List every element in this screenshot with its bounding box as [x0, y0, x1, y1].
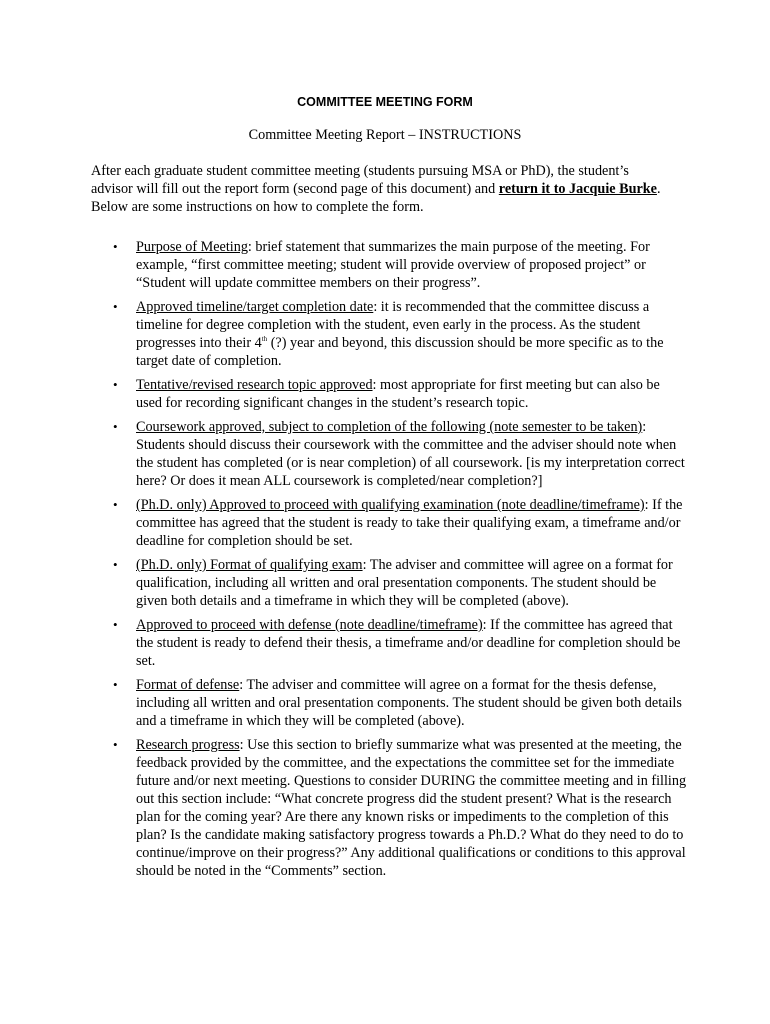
ordinal-superscript: th	[261, 335, 268, 343]
bullet-icon: •	[113, 239, 118, 254]
bullet-icon: •	[113, 677, 118, 692]
item-heading: Tentative/revised research topic approved	[136, 377, 373, 393]
bullet-icon: •	[113, 497, 118, 512]
item-heading: Approved to proceed with defense (note deadline/timeframe)	[136, 617, 483, 633]
bullet-icon: •	[113, 299, 118, 314]
item-text: : If the committee has agreed that the student is ready to defend their thesis, a timeframe and/or deadline for completion should be set.	[136, 617, 681, 669]
bullet-icon: •	[113, 377, 118, 392]
intro-paragraph	[91, 162, 661, 216]
item-heading: Research progress	[136, 737, 240, 753]
document-subtitle: Committee Meeting Report – INSTRUCTIONS	[248, 127, 522, 143]
list-item-timeline	[91, 298, 687, 370]
item-text: : The adviser and committee will agree on a format for the thesis defense, including all written and oral presentation components. The student should be given both details and a timeframe in which they will be completed (above).	[136, 677, 682, 729]
item-text: : most appropriate for first meeting but can also be used for recording significant changes in the student’s research topic.	[136, 377, 660, 411]
bullet-icon: •	[113, 557, 118, 572]
instructions-list	[91, 238, 687, 886]
list-item-qualifying-exam-approval	[91, 496, 687, 550]
item-text: : If the committee has agreed that the student is ready to take their qualifying exam, a timeframe and/or deadline for completion should be set.	[136, 497, 683, 549]
bullet-icon: •	[113, 617, 118, 632]
intro-emphasis: return it to Jacquie Burke	[498, 181, 657, 197]
item-text: : it is recommended that the committee discuss a timeline for degree completion with the student, even early in the process. As the student progresses into their 4	[136, 299, 650, 351]
list-item-defense-format	[91, 676, 687, 730]
item-heading: Format of defense	[136, 677, 240, 693]
item-heading: Approved timeline/target completion date	[136, 299, 374, 315]
intro-text-end: . Below are some instructions on how to complete the form.	[91, 181, 661, 215]
intro-text: After each graduate student committee meeting (students pursuing MSA or PhD), the student’s advisor will fill out the report form (second page of this document) and	[91, 163, 629, 197]
item-text: : brief statement that summarizes the main purpose of the meeting. For example, “first committee meeting; student will provide overview of proposed project” or “Student will update committee members on their progress”.	[136, 239, 650, 291]
item-heading: Coursework approved, subject to completion of the following (note semester to be taken)	[136, 419, 643, 435]
item-text: : Students should discuss their coursework with the committee and the adviser should note when the student has completed (or is near completion) of all coursework. [is my interpretation correct here? Or does it mean ALL coursework is completed/near completion?]	[136, 419, 685, 489]
item-text-end: (?) year and beyond, this discussion should be more specific as to the target date of completion.	[136, 335, 664, 369]
bullet-icon: •	[113, 737, 118, 752]
list-item-research-topic	[91, 376, 687, 412]
list-item-purpose	[91, 238, 687, 292]
list-item-coursework	[91, 418, 687, 490]
list-item-qualifying-exam-format	[91, 556, 687, 610]
item-heading: Purpose of Meeting	[136, 239, 248, 255]
item-text: : The adviser and committee will agree on a format for qualification, including all written and oral presentation components. The student should be given both details and a timeframe in which they will be completed (above).	[136, 557, 673, 609]
bullet-icon: •	[113, 419, 118, 434]
item-heading: (Ph.D. only) Format of qualifying exam	[136, 557, 363, 573]
document-title: COMMITTEE MEETING FORM	[297, 95, 473, 109]
item-heading: (Ph.D. only) Approved to proceed with qualifying examination (note deadline/timeframe)	[136, 497, 645, 513]
list-item-research-progress	[91, 736, 687, 880]
list-item-defense-approval	[91, 616, 687, 670]
item-text: : Use this section to briefly summarize what was presented at the meeting, the feedback provided by the committee, and the expectations the committee set for the immediate future and/or next meeting. Questions to consider DURING the committee meeting and in filling out this section include: “What concrete progress did the student present? What is the research plan for the coming year? Are there any known risks or impediments to the completion of this plan? Is the candidate making satisfactory progress towards a Ph.D.? What do they need to do to continue/improve on their progress?” Any additional qualifications or conditions to this approval should be noted in the “Comments” section.	[136, 737, 687, 879]
